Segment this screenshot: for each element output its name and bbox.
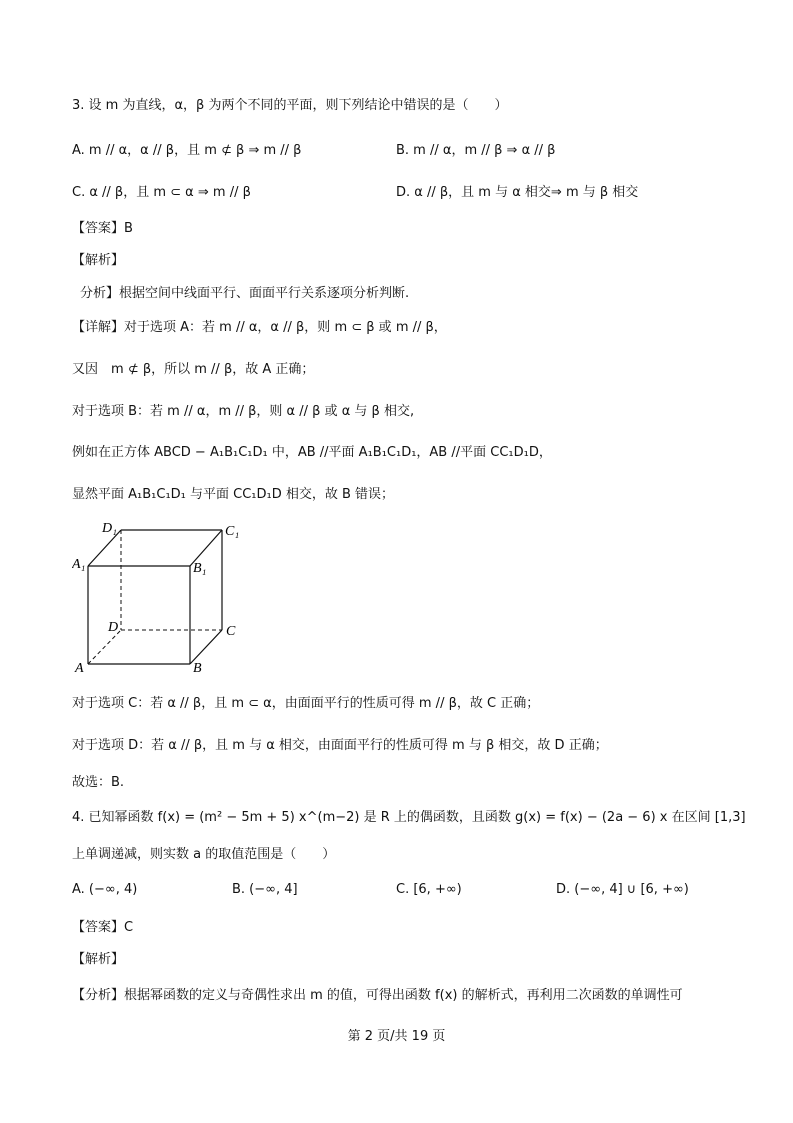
q4-analysis-heading: 【解析】 bbox=[72, 952, 125, 967]
label-d: D bbox=[108, 620, 119, 635]
q3-conclusion: 故选：B. bbox=[72, 775, 125, 790]
q3-detail-7: 对于选项 D：若 α // β，且 m 与 α 相交，由面面平行的性质可得 m 与 β 相交，故 D 正确； bbox=[72, 738, 608, 753]
q4-answer: 【答案】C bbox=[72, 920, 134, 935]
q3-stem: 3. 设 m 为直线，α，β 为两个不同的平面，则下列结论中错误的是（ ） bbox=[72, 98, 508, 113]
edge-b-c bbox=[190, 630, 222, 664]
label-a: A bbox=[75, 661, 84, 676]
q3-analysis: 分析】根据空间中线面平行、面面平行关系逐项分析判断. bbox=[80, 286, 410, 301]
q3-answer: 【答案】B bbox=[72, 221, 133, 236]
q4-analysis: 【分析】根据幂函数的定义与奇偶性求出 m 的值，可得出函数 f(x) 的解析式，再利用二次函数的单调性可 bbox=[72, 988, 683, 1003]
q4-option-b: B. (−∞, 4] bbox=[232, 882, 298, 897]
q3-option-b: B. m // α，m // β ⇒ α // β bbox=[396, 143, 556, 158]
q3-detail-5: 显然平面 A₁B₁C₁D₁ 与平面 CC₁D₁D 相交，故 B 错误； bbox=[72, 487, 395, 502]
label-c1: C₁ bbox=[225, 524, 240, 539]
page-footer: 第 2 页/共 19 页 bbox=[347, 1029, 446, 1044]
q3-detail-1: 【详解】对于选项 A：若 m // α，α // β，则 m ⊂ β 或 m // β， bbox=[72, 320, 447, 335]
q4-stem-line-2: 上单调递减，则实数 a 的取值范围是（ ） bbox=[72, 847, 336, 862]
q3-detail-2: 又因 m ⊄ β，所以 m // β，故 A 正确； bbox=[72, 362, 315, 377]
label-a1: A₁ bbox=[72, 557, 86, 572]
label-c: C bbox=[226, 624, 236, 639]
q4-option-c: C. [6, +∞) bbox=[396, 882, 462, 897]
edge-a-d-hidden bbox=[88, 630, 121, 664]
cube-diagram bbox=[72, 518, 252, 676]
q3-option-c: C. α // β，且 m ⊂ α ⇒ m // β bbox=[72, 185, 251, 200]
label-b: B bbox=[193, 661, 202, 676]
q3-option-a: A. m // α，α // β，且 m ⊄ β ⇒ m // β bbox=[72, 143, 302, 158]
q3-detail-4: 例如在正方体 ABCD − A₁B₁C₁D₁ 中，AB //平面 A₁B₁C₁D₁，AB //平面 CC₁D₁D， bbox=[72, 445, 552, 460]
label-d1: D₁ bbox=[102, 521, 117, 536]
q3-detail-3: 对于选项 B：若 m // α，m // β，则 α // β 或 α 与 β 相交, bbox=[72, 404, 415, 419]
q4-option-d: D. (−∞, 4] ∪ [6, +∞) bbox=[556, 882, 689, 897]
q4-stem-line-1: 4. 已知幂函数 f(x) = (m² − 5m + 5) x^(m−2) 是 R 上的偶函数，且函数 g(x) = f(x) − (2a − 6) x 在区间 [1,3] bbox=[72, 810, 746, 825]
q3-option-d: D. α // β，且 m 与 α 相交⇒ m 与 β 相交 bbox=[396, 185, 639, 200]
label-b1: B₁ bbox=[193, 561, 207, 576]
q4-option-a: A. (−∞, 4) bbox=[72, 882, 138, 897]
q3-detail-6: 对于选项 C：若 α // β，且 m ⊂ α，由面面平行的性质可得 m // β，故 C 正确； bbox=[72, 696, 540, 711]
q3-analysis-heading: 【解析】 bbox=[72, 253, 125, 268]
